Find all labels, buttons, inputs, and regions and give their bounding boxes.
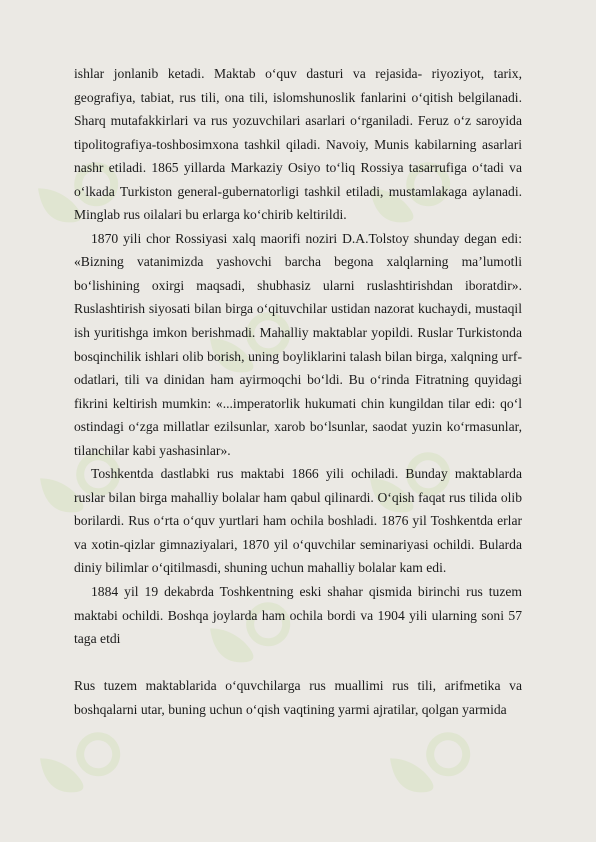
paragraph: Toshkentda dastlabki rus maktabi 1866 yili ochiladi. Bunday maktablarda ruslar bilan birga mahalliy bolalar ham qabul qilinardi. O‘qish faqat rus tilida olib borilardi. Rus o‘rta o‘quv yurtlari ham ochila boshladi. 1876 yil Toshkentda erlar va xotin-qizlar gimnaziyalari, 1870 yil o‘quvchilar seminariyasi ochildi. Bularda diniy bilimlar o‘qitilmasdi, shuning uchun mahalliy bolalar kam edi.	[74, 466, 522, 576]
paragraph: 1870 yili chor Rossiyasi xalq maorifi noziri D.A.Tolstoy shunday degan edi: «Bizning vatanimizda yashovchi barcha begona xalqlarning ma’lumotli bo‘lishining oxirgi maqsadi, shubhasiz ularni ruslashtirishdan iboratdir». Ruslashtirish siyosati bilan birga o‘qituvchilar ustidan nazorat kuchaydi, mustaqil ish yuritishga imkon berishmadi. Mahalliy maktablar yopildi. Ruslar Turkistonda bosqinchilik ishlari olib borish, uning boyliklarini talash bilan birga, xalqning urf-odatlari, tili va dinidan ham ayirmoqchi bo‘ldi. Bu o‘rinda Fitratning quyidagi fikrini keltirish mumkin: «...imperatorlik hukumati chin kungildan tilar edi: qo‘l ostindagi o‘zga millatlar ezilsunlar, xarob bo‘lsunlar, saodat yuzin ko‘rmasunlar, tilanchilar kabi yashasinlar».	[74, 230, 522, 458]
paragraph: 1884 yil 19 dekabrda Toshkentning eski shahar qismida birinchi rus tuzem maktabi ochildi. Boshqa joylarda ham ochila bordi va 1904 yili ularning soni 57 taga etdi	[74, 584, 522, 647]
paragraph: ishlar jonlanib ketadi. Maktab o‘quv dasturi va rejasida- riyoziyot, tarix, geografiya, tabiat, rus tili, ona tili, islomshunoslik fanlarini o‘qitish belgilanadi. Sharq mutafakkirlari va rus yozuvchilari asarlari o‘rganiladi. Feruz o‘z saroyida tipolitografiya-toshbosimxona tashkil qiladi. Navoiy, Munis kabilarning asarlari nashr etiladi. 1865 yillarda Markaziy Osiyo to‘liq Rossiya tasarrufiga o‘tadi va o‘lkada Turkiston general-gubernatorligi tashkil etiladi, mustamlakaga aylanadi. Minglab rus oilalari bu erlarga ko‘chirib keltirildi.	[74, 66, 522, 223]
paragraph: Rus tuzem maktablarida o‘quvchilarga rus muallimi rus tili, arifmetika va boshqalarni utar, buning uchun o‘qish vaqtining yarmi ajratilar, qolgan yarmida	[74, 678, 522, 717]
body-text	[74, 62, 522, 721]
